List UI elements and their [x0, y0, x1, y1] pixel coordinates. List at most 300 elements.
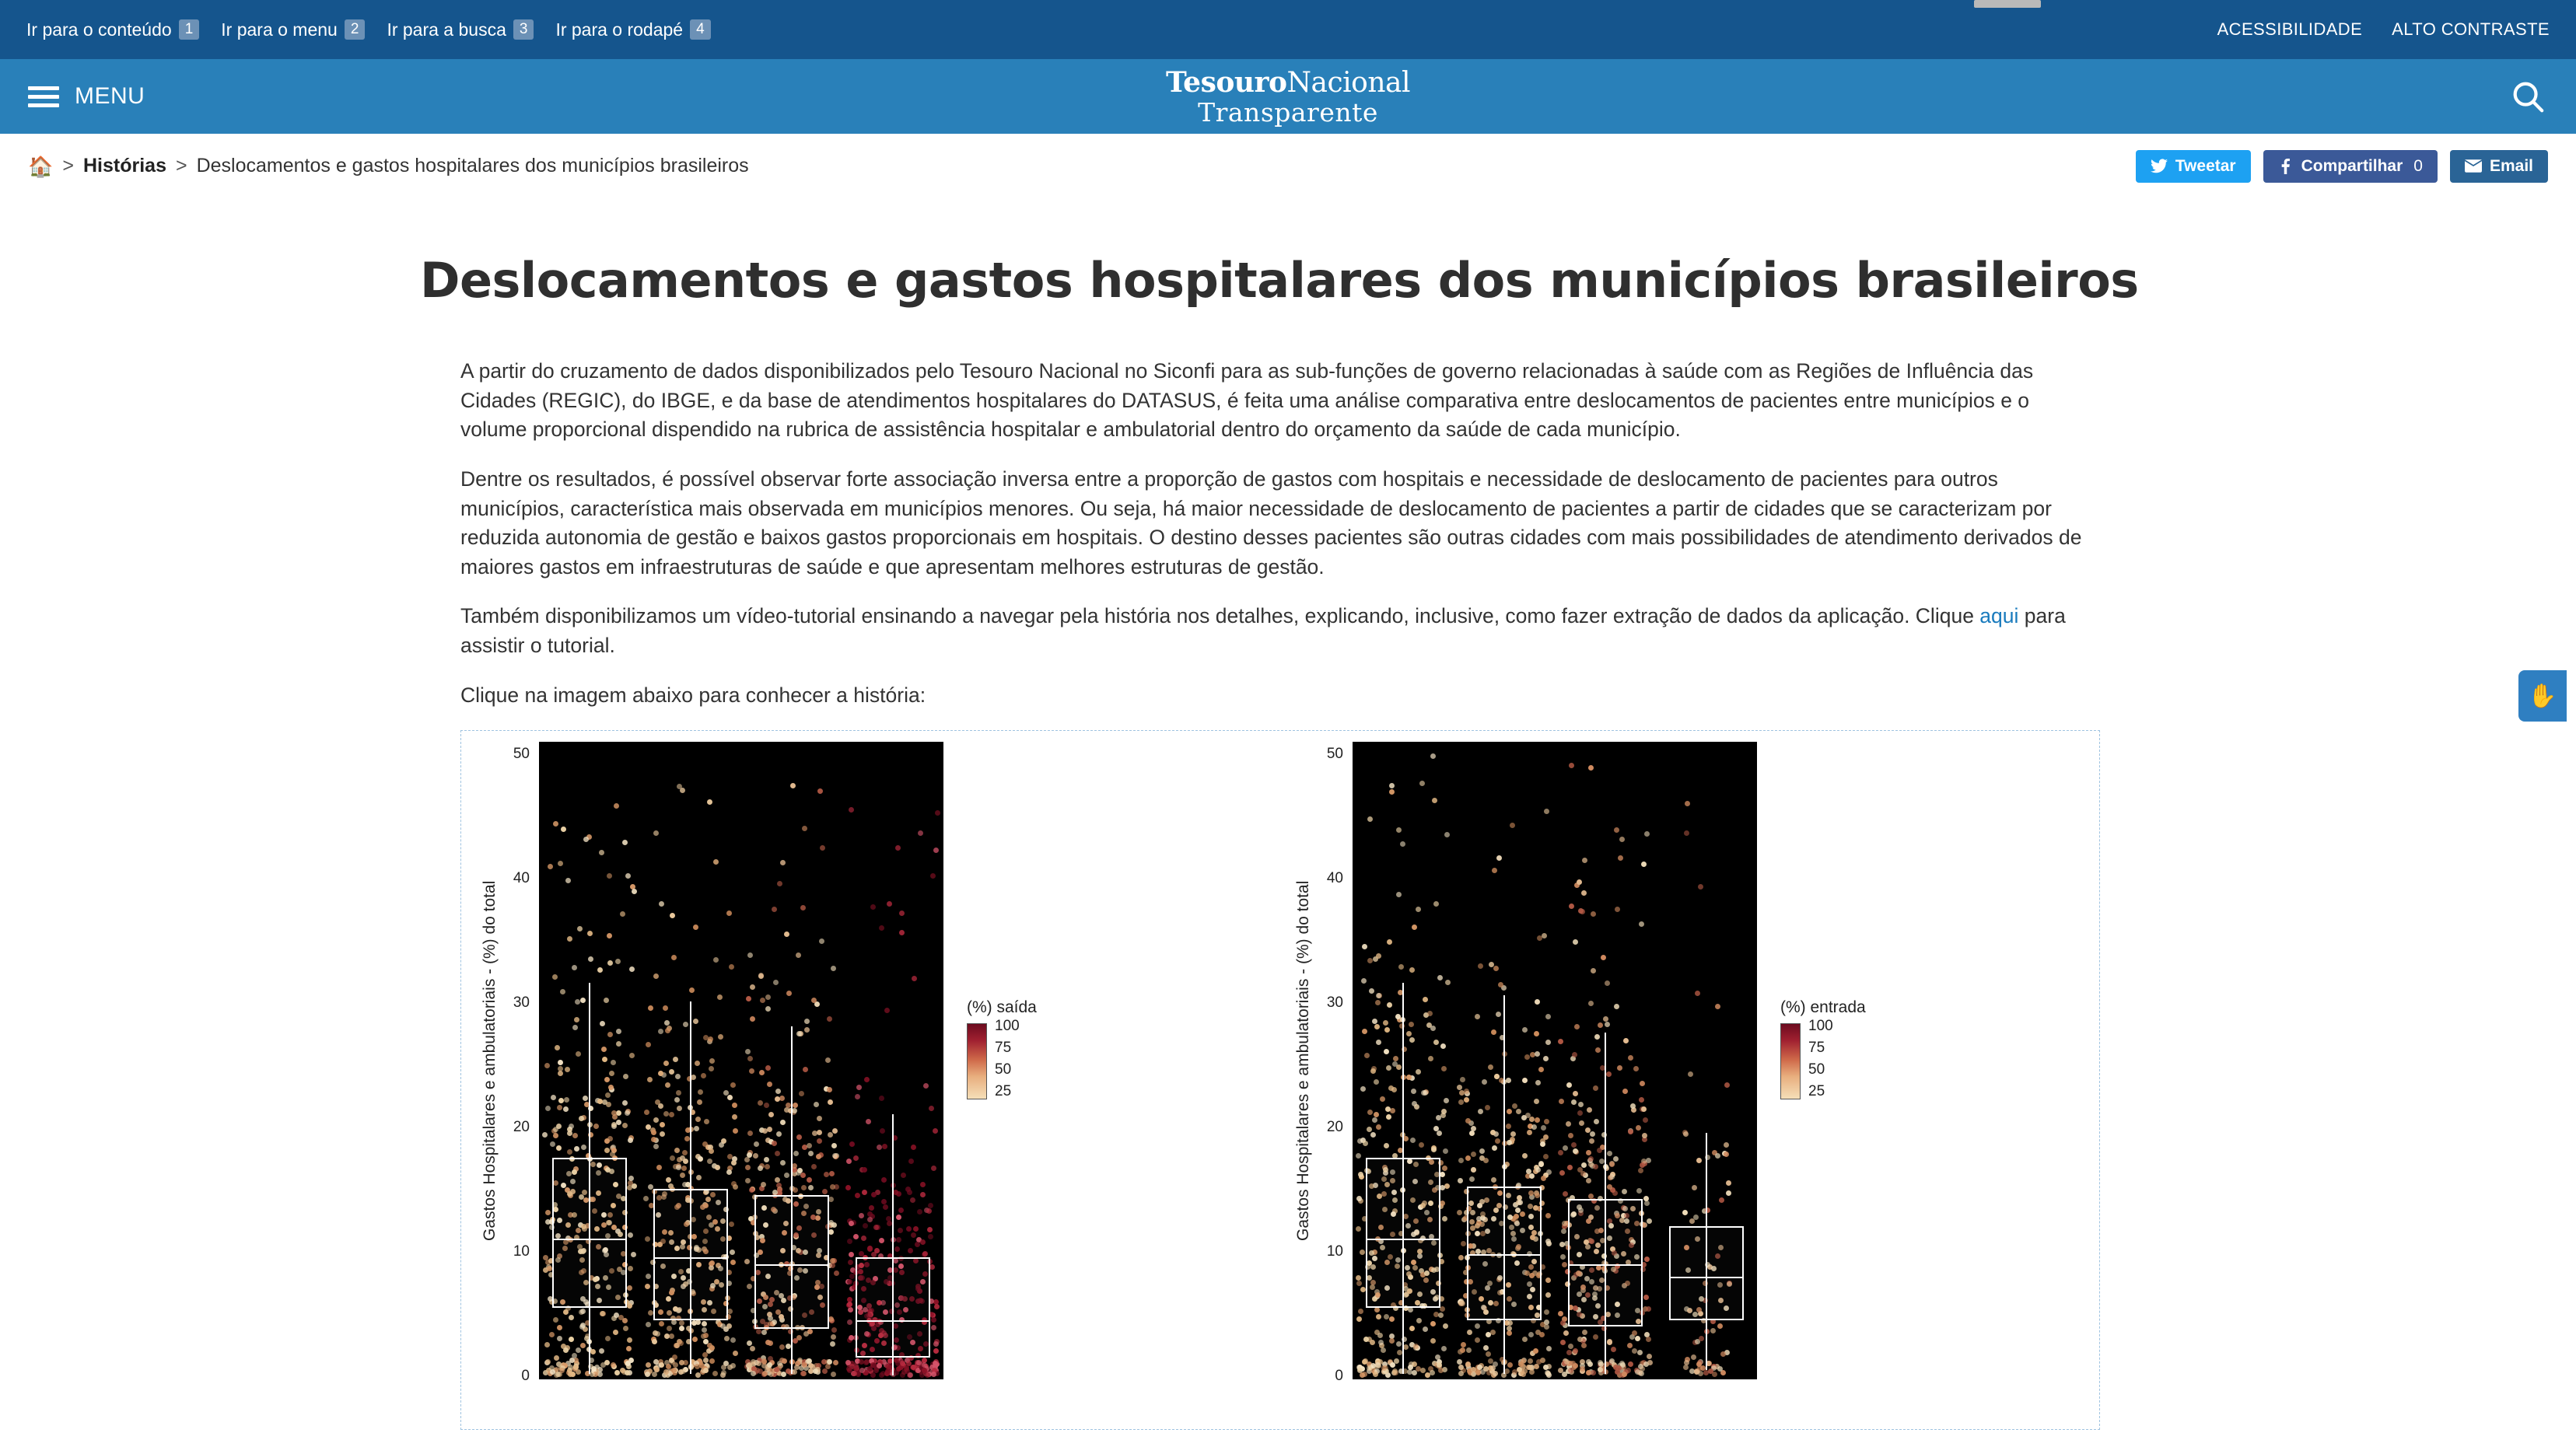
chart-point [1433, 901, 1439, 907]
chart-point [733, 1128, 738, 1134]
chart-point [820, 845, 825, 851]
chart-point [1541, 1176, 1546, 1181]
chart-point [773, 980, 779, 985]
chart-point [796, 952, 801, 958]
chart-point [918, 830, 923, 836]
chart-point [709, 1058, 715, 1064]
chart-point [776, 1131, 782, 1137]
chart-point [676, 1165, 681, 1170]
chart-point [569, 1337, 574, 1342]
chart-point [648, 1310, 653, 1316]
chart-point [1535, 1051, 1540, 1057]
chart-point [1644, 1257, 1650, 1262]
chart-point [922, 1251, 928, 1257]
chart-point [623, 1326, 628, 1331]
chart-point [1442, 1166, 1447, 1171]
chart-point [1622, 1372, 1627, 1377]
legend-tick-25-saida: 25 [995, 1083, 1012, 1100]
chart-point [1593, 1164, 1598, 1169]
chart-point [689, 987, 695, 993]
chart-point [1482, 1079, 1487, 1085]
chart-point [1698, 884, 1703, 890]
paragraph-2: Dentre os resultados, é possível observar forte associação inversa entre a proporção de gastos com hospitais e necessidade de deslocamento de pacientes para outros municípios, característica mais observada em municípios menores. Ou seja, há maior necessidade de deslocamento de pacientes a partir de cidades que se caracterizam por reduzida autonomia de gestão e baixos gastos proporcionais em hospitais. O destino desses pacientes são outras cidades com mais possibilidades de atendimento derivados de maiores gastos em infraestruturas de saúde e que apresentam melhores estruturas de gestão. [460, 467, 2082, 578]
chart-point [1562, 1262, 1567, 1267]
chart-point [754, 1141, 759, 1147]
chart-point [605, 1336, 611, 1341]
chart-point [1386, 1065, 1391, 1071]
chart-point [1580, 1366, 1585, 1372]
chart-point [796, 1134, 802, 1140]
chart-point [679, 1320, 684, 1326]
chart-point [679, 1360, 684, 1365]
accessibility-hand-icon[interactable]: ✋ [2518, 670, 2567, 722]
chart-point [569, 1315, 574, 1320]
email-share-label: Email [2489, 156, 2533, 175]
chart-point [767, 1082, 772, 1087]
chart-point [713, 859, 719, 865]
chart-point [698, 1089, 703, 1095]
chart-point [1507, 1109, 1512, 1114]
chart-point [602, 1099, 607, 1105]
chart-point [568, 1365, 573, 1370]
chart-point [831, 966, 836, 971]
chart-point [615, 959, 621, 964]
high-contrast-link[interactable]: ALTO CONTRASTE [2392, 19, 2550, 39]
chart-point [1367, 1110, 1373, 1115]
chart-point [1587, 1107, 1592, 1113]
chart-point [1535, 1167, 1541, 1173]
chart-point [1636, 1188, 1642, 1194]
chart-point [693, 1019, 698, 1024]
chart-point [807, 1177, 812, 1183]
chart-point [665, 1028, 670, 1033]
chart-point [896, 1237, 901, 1243]
chart-point [1717, 1323, 1723, 1329]
chart-point [906, 1226, 912, 1232]
chart-point [669, 1333, 674, 1339]
chart-point [1419, 1142, 1424, 1148]
chart-point [709, 1066, 714, 1071]
chart-point [1410, 1138, 1416, 1143]
chart-point [656, 1165, 662, 1170]
chart-point [625, 1110, 630, 1116]
chart-point [801, 1185, 807, 1190]
chart-point [1682, 1210, 1688, 1215]
chart-point [901, 1173, 906, 1178]
chart-point [599, 1348, 604, 1354]
chart-point [765, 1065, 771, 1071]
chart-point [729, 1222, 734, 1227]
chart-point [602, 1057, 607, 1062]
chart-point [1441, 1346, 1447, 1351]
chart-point [862, 1167, 867, 1173]
skip-link-footer[interactable] [555, 19, 710, 40]
facebook-icon [2278, 159, 2294, 174]
chart-point [913, 1226, 919, 1232]
chart-point [883, 1204, 888, 1210]
search-icon[interactable] [2508, 76, 2548, 117]
chart-point [681, 1368, 686, 1374]
main-content [0, 252, 2576, 1430]
chart-point [880, 1128, 885, 1134]
chart-plot-area-saida [539, 742, 943, 1379]
chart-point [750, 984, 755, 990]
chart-point [1360, 1287, 1366, 1292]
chart-point [1466, 1347, 1472, 1353]
tutorial-link[interactable]: aqui [1979, 604, 2019, 628]
chart-point [1377, 1333, 1383, 1338]
chart-point [1440, 1043, 1446, 1049]
chart-point [927, 1227, 933, 1232]
chart-point [647, 1077, 653, 1082]
chart-point [1567, 1165, 1573, 1170]
chart-point [611, 1122, 617, 1127]
chart-point [646, 1322, 651, 1327]
chart-point [870, 904, 876, 910]
twitter-share-label: Tweetar [2175, 156, 2236, 175]
email-share-button[interactable] [2450, 150, 2548, 183]
chart-point [1421, 1090, 1426, 1096]
chart-point [1362, 1029, 1367, 1034]
chart-point [1586, 1150, 1591, 1155]
chart-point [1577, 879, 1582, 885]
chart-point [871, 1252, 877, 1257]
breadcrumb-link-historias[interactable]: Histórias [82, 155, 166, 177]
chart-point [556, 1145, 562, 1151]
chart-point [552, 974, 558, 980]
chart-point [845, 1185, 851, 1190]
chart-point [1644, 831, 1650, 837]
chart-point [864, 1077, 870, 1082]
chart-point [908, 1372, 913, 1378]
chart-point [1444, 1098, 1449, 1103]
chart-point [747, 952, 753, 958]
chart-point [1612, 1190, 1618, 1196]
legend-tick-100-entrada: 100 [1808, 1018, 1833, 1035]
chart-point [1491, 1177, 1496, 1183]
chart-point [545, 1106, 551, 1111]
chart-point [929, 1106, 934, 1111]
chart-point [614, 803, 619, 809]
chart-point [567, 936, 572, 942]
chart-point [729, 964, 734, 970]
chart-point [1581, 1343, 1587, 1348]
chart-point [775, 1151, 780, 1156]
story-chart-preview[interactable] [460, 730, 2100, 1430]
paragraph-3 [460, 602, 2090, 660]
chart-point [772, 907, 777, 912]
chart-point [695, 1372, 701, 1378]
chart-point [1367, 816, 1373, 822]
chart-point [1387, 939, 1392, 945]
chart-point [1628, 1129, 1633, 1134]
chart-point [563, 1106, 569, 1112]
chart-point [553, 821, 558, 827]
chart-point [1356, 1226, 1361, 1232]
chart-point [758, 973, 764, 979]
chart-point [1381, 1347, 1386, 1353]
chart-point [1427, 1011, 1433, 1016]
chart-point [670, 913, 675, 918]
chart-point [697, 1099, 702, 1105]
chart-point [745, 1178, 751, 1183]
chart-point [565, 878, 571, 883]
chart-point [749, 1068, 754, 1074]
chart-point [1471, 1167, 1476, 1173]
chart-point [781, 1372, 786, 1377]
chart-point [848, 1307, 853, 1312]
chart-point [1724, 1142, 1729, 1148]
chart-point [908, 1248, 913, 1253]
chart-point [627, 1337, 632, 1343]
chart-point [747, 1340, 752, 1346]
chart-point [684, 1136, 690, 1141]
chart-point [659, 901, 664, 907]
chart-point [1400, 841, 1405, 847]
chart-point [548, 864, 553, 869]
chart-point [1534, 1031, 1539, 1036]
chart-point [1396, 827, 1402, 833]
chart-point [1408, 1365, 1413, 1370]
breadcrumb-current: Deslocamentos e gastos hospitalares dos municípios brasileiros [196, 155, 749, 177]
chart-point [780, 860, 786, 865]
home-icon[interactable]: 🏠 [28, 154, 54, 178]
chart-point [803, 1067, 808, 1072]
chart-point [680, 788, 685, 793]
chart-point [1535, 1117, 1540, 1123]
chart-point [1529, 1117, 1535, 1122]
skip-link-content[interactable] [26, 19, 199, 40]
chart-point [1582, 858, 1587, 863]
chart-point [1430, 1370, 1435, 1375]
chart-point [1363, 1358, 1368, 1364]
chart-point [1639, 1097, 1644, 1103]
chart-point [879, 1096, 884, 1101]
chart-point [1528, 1358, 1533, 1364]
chart-point [653, 973, 659, 979]
chart-point [1569, 763, 1574, 768]
chart-point [1403, 1136, 1409, 1141]
chart-point [1384, 1027, 1390, 1033]
accessibility-link[interactable]: ACESSIBILIDADE [2217, 19, 2363, 39]
chart-point [544, 1063, 550, 1068]
chart-point [871, 1192, 877, 1197]
chart-point [628, 1232, 633, 1238]
chart-point [1496, 855, 1502, 861]
chart-point [682, 1150, 688, 1155]
chart-point [756, 1361, 761, 1366]
chart-point [1478, 1109, 1483, 1114]
chart-point [877, 1145, 882, 1150]
chart-point [1409, 1022, 1414, 1027]
chart-point [1416, 1318, 1422, 1323]
chart-point [867, 1366, 873, 1372]
chart-point [1591, 911, 1596, 917]
chart-point [881, 1177, 887, 1183]
skip-links-group [26, 19, 711, 40]
chart-point [653, 830, 659, 836]
chart-point [628, 1266, 633, 1271]
chart-point [569, 1358, 575, 1363]
chart-point [933, 1341, 939, 1347]
site-logo[interactable] [1166, 65, 1410, 128]
chart-point [673, 1057, 678, 1062]
chart-point [1566, 1121, 1571, 1127]
chart-point [545, 1219, 551, 1225]
chart-point [917, 1209, 922, 1215]
chart-legend-saida [967, 998, 1115, 1099]
chart-point [542, 1132, 548, 1138]
skip-link-menu-key: 2 [345, 19, 366, 40]
chart-point [666, 1177, 671, 1183]
menu-button[interactable] [28, 83, 145, 110]
legend-tick-75-entrada: 75 [1808, 1040, 1825, 1057]
chart-point [1437, 975, 1443, 980]
chart-plot-area-entrada [1353, 742, 1757, 1379]
chart-point [796, 1031, 802, 1036]
chart-point [1486, 1351, 1491, 1357]
chart-point [683, 1022, 688, 1027]
chart-point [814, 1102, 819, 1107]
chart-point [1637, 1350, 1643, 1355]
chart-point [1684, 1360, 1689, 1365]
chart-point [543, 1255, 548, 1260]
chart-point [1478, 963, 1483, 969]
chart-point [719, 1142, 724, 1148]
chart-point [726, 910, 732, 916]
chart-point [663, 1061, 669, 1066]
chart-point [701, 1073, 706, 1078]
chart-point [1372, 1117, 1377, 1123]
chart-point [576, 1347, 581, 1353]
chart-point [808, 1363, 814, 1368]
chart-point [746, 996, 751, 1001]
chart-point [830, 1263, 835, 1268]
chart-point [568, 1372, 573, 1377]
chart-point [1696, 1361, 1702, 1367]
chart-point [590, 1349, 596, 1354]
chart-point [764, 1157, 769, 1162]
chart-point [692, 1337, 698, 1342]
chart-point [799, 1091, 804, 1096]
chart-point [1374, 1307, 1380, 1312]
chart-point [768, 1112, 774, 1117]
chart-point [558, 861, 563, 866]
chart-point [1573, 1148, 1578, 1154]
chart-point [811, 1164, 817, 1169]
chart-point [1441, 1109, 1447, 1114]
chart-point [853, 1234, 859, 1239]
chart-point [885, 1369, 891, 1375]
chart-point [1699, 1336, 1704, 1341]
chart-point [793, 1338, 798, 1344]
chart-point [573, 1365, 579, 1370]
chart-point [604, 1148, 610, 1153]
chart-point [593, 1124, 599, 1129]
chart-point [549, 1332, 555, 1337]
chart-point [632, 889, 637, 894]
chart-point [646, 1274, 651, 1279]
chart-point [724, 1336, 730, 1341]
twitter-share-button[interactable] [2136, 150, 2251, 183]
chart-point [1572, 1052, 1577, 1057]
chart-point [1465, 1155, 1471, 1161]
skip-link-menu[interactable] [221, 19, 365, 40]
legend-ticks-saida [995, 1018, 1041, 1100]
chart-point [1443, 1148, 1448, 1154]
chart-point [793, 1187, 798, 1193]
chart-point [1646, 1337, 1651, 1342]
chart-point [1633, 1066, 1639, 1071]
chart-point [1613, 1156, 1619, 1162]
chart-point [817, 1138, 822, 1144]
chart-point [1644, 1201, 1650, 1206]
chart-point [1361, 978, 1367, 984]
chart-point [1376, 953, 1381, 959]
legend-title-entrada: (%) entrada [1780, 998, 1866, 1017]
chart-point [1507, 1140, 1512, 1145]
chart-point [1607, 1339, 1612, 1344]
chart-point [1622, 1089, 1628, 1094]
facebook-share-button[interactable] [2263, 150, 2438, 183]
chart-point [1632, 1330, 1637, 1336]
chart-point [1507, 1320, 1513, 1326]
chart-point [855, 1193, 860, 1198]
chart-point [1522, 1153, 1528, 1159]
chart-point [786, 1344, 791, 1349]
chart-point [1581, 1162, 1587, 1168]
chart-point [667, 1326, 672, 1331]
skip-link-search[interactable] [387, 19, 534, 40]
chart-point [1469, 1176, 1475, 1182]
chart-point [1490, 1130, 1496, 1135]
chart-point [645, 1236, 650, 1242]
chart-point [915, 1242, 920, 1247]
chart-point [1635, 1336, 1640, 1341]
chart-point [1492, 1145, 1497, 1151]
chart-point [894, 1246, 900, 1252]
chart-point [694, 1126, 699, 1131]
chart-point [1589, 1138, 1594, 1144]
chart-point [926, 1208, 932, 1214]
chart-point [730, 1250, 735, 1255]
chart-point [816, 1154, 821, 1159]
chart-point [1563, 1330, 1569, 1336]
chart-point [565, 1067, 570, 1072]
chart-point [733, 1351, 738, 1356]
chart-point [1374, 1112, 1379, 1117]
logo-line-1 [1166, 65, 1410, 99]
chart-point [859, 1251, 864, 1257]
chart-point [896, 1215, 901, 1220]
chart-point [1397, 1350, 1402, 1355]
menu-button-label: MENU [75, 83, 145, 109]
chart-point [1372, 1019, 1377, 1024]
chart-point [604, 1138, 610, 1144]
chart-point [1559, 1170, 1565, 1176]
boxplot-box [1669, 1226, 1744, 1320]
chart-point [920, 1192, 926, 1197]
scrollbar-thumb[interactable] [1974, 0, 2041, 8]
chart-point [1416, 1069, 1421, 1075]
chart-point [1522, 1027, 1528, 1033]
chart-point [750, 1346, 755, 1351]
chart-point [1419, 781, 1425, 786]
chart-point [674, 1148, 680, 1153]
chart-point [580, 998, 586, 1003]
legend-tick-50-entrada: 50 [1808, 1061, 1825, 1078]
chart-point [829, 1171, 835, 1176]
